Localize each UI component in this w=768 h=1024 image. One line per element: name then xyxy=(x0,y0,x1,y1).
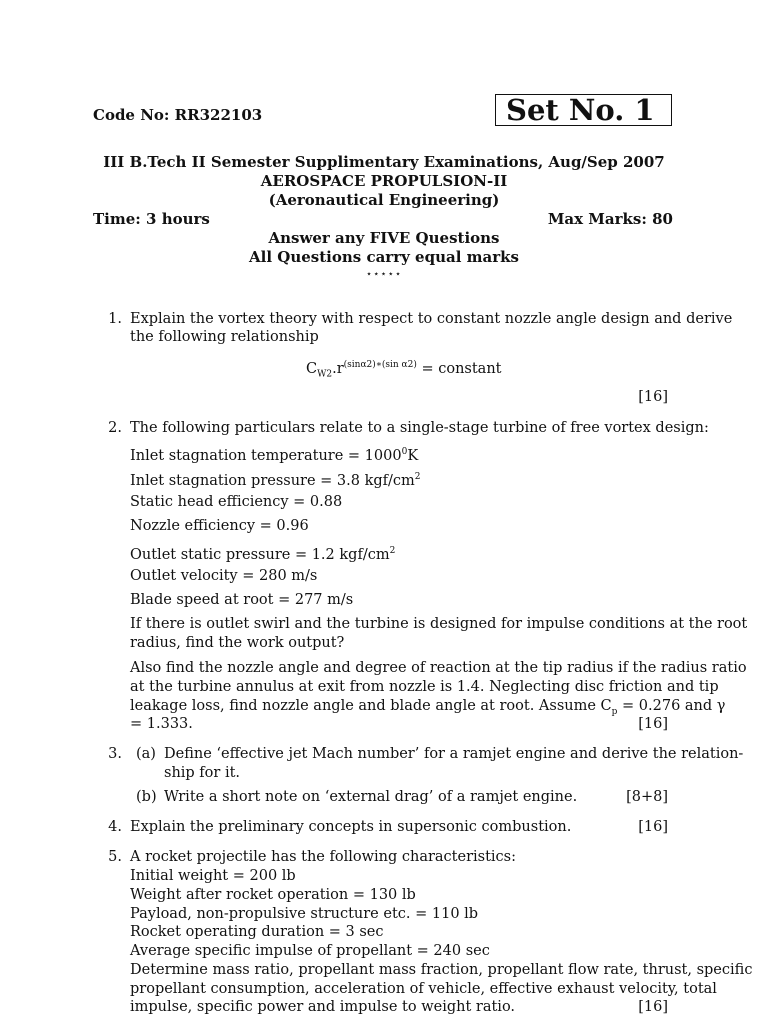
subject-title: AEROSPACE PROPULSION-II xyxy=(260,172,508,190)
question-number: 1. xyxy=(108,311,122,327)
formula-subscript: W2 xyxy=(317,369,333,380)
question-text: If there is outlet swirl and the turbine is designed for impulse conditions at the root xyxy=(130,616,748,632)
stars-divider: ⋆⋆⋆⋆⋆ xyxy=(365,269,403,280)
marks-label: [16] xyxy=(638,999,668,1015)
code-number: Code No: RR322103 xyxy=(93,106,263,124)
exam-title: III B.Tech II Semester Supplimentary Examinations, Aug/Sep 2007 xyxy=(103,153,665,171)
subpart-label: (a) xyxy=(136,746,156,762)
particular-item xyxy=(130,468,421,491)
instruction-1: Answer any FIVE Questions xyxy=(268,229,500,247)
set-number-box: Set No. 1 xyxy=(495,94,672,126)
question-text: Also find the nozzle angle and degree of reaction at the tip radius if the radius ratio xyxy=(130,660,747,676)
particular-item: Outlet velocity = 280 m/s xyxy=(130,568,318,584)
question-text: The following particulars relate to a single-stage turbine of free vortex design: xyxy=(130,420,709,436)
question-text: Explain the preliminary concepts in supersonic combustion. xyxy=(130,819,572,835)
question-text: Define ‘effective jet Mach number’ for a ramjet engine and derive the relation- xyxy=(164,746,744,762)
marks-label: [16] xyxy=(638,819,668,835)
formula-symbol: .r xyxy=(332,360,344,377)
particular-item: Payload, non-propulsive structure etc. = 110 lb xyxy=(130,906,479,922)
question-text-part: = 0.276 and γ xyxy=(617,698,726,714)
particular-item xyxy=(130,542,395,565)
superscript: 0 xyxy=(401,447,408,457)
marks-label: [8+8] xyxy=(626,789,668,805)
marks-label: [16] xyxy=(638,389,668,405)
time-label: Time: 3 hours xyxy=(93,210,210,228)
particular-item: Average specific impulse of propellant = 240 sec xyxy=(130,943,490,959)
question-text: the following relationship xyxy=(130,329,319,345)
max-marks-label: Max Marks: 80 xyxy=(547,210,673,228)
question-text: Write a short note on ‘external drag’ of a ramjet engine. xyxy=(164,789,578,805)
particular-item xyxy=(130,443,418,466)
question-text: propellant consumption, acceleration of vehicle, effective exhaust velocity, total xyxy=(130,981,717,997)
subpart-label: (b) xyxy=(136,789,157,805)
question-text: = 1.333. xyxy=(130,716,193,732)
question-number: 5. xyxy=(108,849,122,865)
marks-label: [16] xyxy=(638,716,668,732)
particular-unit: K xyxy=(407,447,419,464)
question-text: radius, find the work output? xyxy=(130,635,345,651)
branch-title: (Aeronautical Engineering) xyxy=(268,191,500,209)
particular-item: Blade speed at root = 277 m/s xyxy=(130,592,354,608)
subscript: p xyxy=(611,706,618,717)
particular-item: Nozzle efficiency = 0.96 xyxy=(130,518,309,534)
question-text: ship for it. xyxy=(164,765,241,781)
question-text: impulse, specific power and impulse to weight ratio. xyxy=(130,999,516,1015)
particular-text: Inlet stagnation temperature = 1000 xyxy=(130,447,402,464)
particular-item: Weight after rocket operation = 130 lb xyxy=(130,887,416,903)
question-text-part: leakage loss, find nozzle angle and blade angle at root. Assume C xyxy=(130,698,612,714)
question-text: Determine mass ratio, propellant mass fraction, propellant flow rate, thrust, specific xyxy=(130,962,753,978)
formula-exponent: (sinα2)∗(sin α2) xyxy=(343,360,417,370)
particular-text: Inlet stagnation pressure = 3.8 kgf/cm xyxy=(130,472,415,489)
formula xyxy=(306,356,502,385)
particular-item: Static head efficiency = 0.88 xyxy=(130,494,343,510)
formula-symbol: C xyxy=(306,360,318,377)
superscript: 2 xyxy=(414,472,421,482)
question-text: Explain the vortex theory with respect to constant nozzle angle design and derive xyxy=(130,311,733,327)
question-number: 2. xyxy=(108,420,122,436)
particular-text: Outlet static pressure = 1.2 kgf/cm xyxy=(130,546,390,563)
question-text: at the turbine annulus at exit from nozzle is 1.4. Neglecting disc friction and tip xyxy=(130,679,719,695)
superscript: 2 xyxy=(389,546,396,556)
question-text xyxy=(130,697,725,722)
formula-rhs: = constant xyxy=(416,360,502,377)
question-number: 3. xyxy=(108,746,122,762)
instruction-2: All Questions carry equal marks xyxy=(249,248,519,266)
question-text: A rocket projectile has the following characteristics: xyxy=(130,849,516,865)
question-number: 4. xyxy=(108,819,122,835)
particular-item: Rocket operating duration = 3 sec xyxy=(130,924,384,940)
particular-item: Initial weight = 200 lb xyxy=(130,868,296,884)
